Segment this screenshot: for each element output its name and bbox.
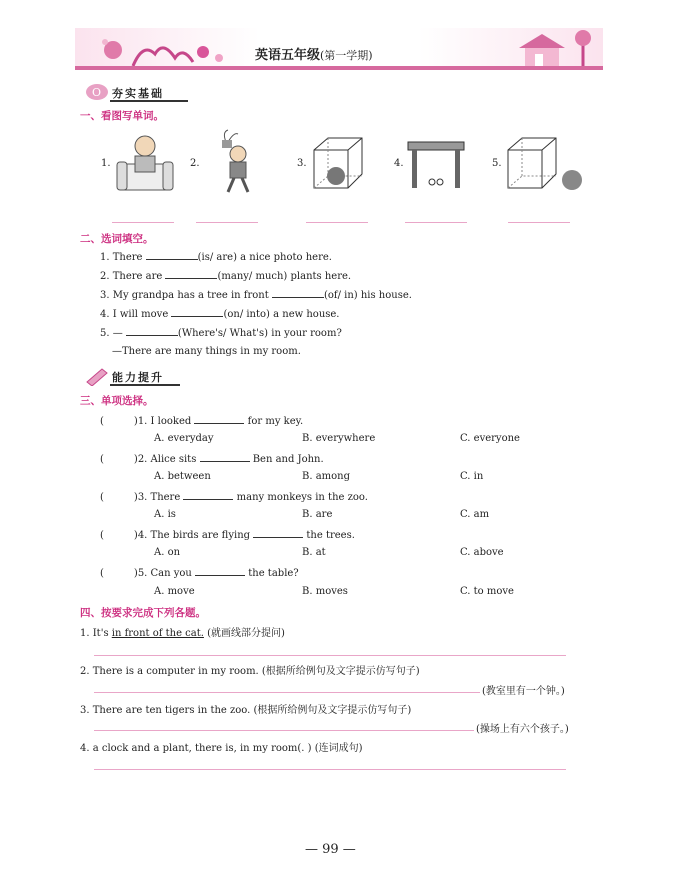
q2-line-4: 4. I will move (on/ into) a new house. [100, 309, 340, 320]
flower-decoration-icon [83, 32, 233, 68]
q3-item-1-option: C. everyone [460, 433, 520, 444]
q2-line-5: 5. — (Where's/ What's) in your room? [100, 328, 342, 339]
house-tree-decoration-icon [505, 28, 603, 68]
q3-item-2-option: A. between [154, 471, 211, 482]
q3-heading: 三、单项选择。 [80, 395, 154, 407]
section-basic-title: 夯实基础 [112, 87, 164, 100]
q3-item-5-option: A. move [154, 586, 195, 597]
page-header [75, 28, 603, 76]
q3-item-3-option: B. are [302, 509, 333, 520]
boy-walking-with-plant-icon [208, 128, 260, 196]
ball-beside-box-icon [504, 136, 586, 192]
q3-item-4-option: A. on [154, 547, 181, 558]
q3-item-4: ( )4. The birds are flying the trees. [100, 530, 355, 541]
q3-item-5-option: C. to move [460, 586, 514, 597]
section-advanced-badge [84, 366, 194, 386]
q3-item-5-option: B. moves [302, 586, 348, 597]
header-divider [75, 66, 603, 70]
q3-item-5: ( )5. Can you the table? [100, 568, 299, 579]
q2-line-3: 3. My grandpa has a tree in front (of/ in) his house. [100, 290, 412, 301]
glasses-under-table-icon [406, 136, 466, 192]
q3-item-1-option: A. everyday [154, 433, 214, 444]
q4-line-3: 3. There are ten tigers in the zoo. (根据所给例句及文字提示仿写句子) [80, 705, 412, 716]
q4-answer-line-4 [94, 769, 566, 770]
q4-answer-line-2 [94, 692, 480, 693]
q4-line-4: 4. a clock and a plant, there is, in my room(. ) (连词成句) [80, 743, 363, 754]
section-pencil-icon [84, 366, 110, 386]
q1-item-number: 3. [297, 158, 307, 169]
boy-on-sofa-icon [115, 132, 175, 194]
q1-item-number: 5. [492, 158, 502, 169]
q3-item-2: ( )2. Alice sits Ben and John. [100, 454, 324, 465]
section-advanced-title: 能力提升 [112, 371, 164, 384]
q1-heading: 一、看图写单词。 [80, 110, 164, 122]
q1-item-number: 4. [394, 158, 404, 169]
q3-item-3-option: C. am [460, 509, 490, 520]
q4-answer-line-3 [94, 730, 474, 731]
q1-item-number: 2. [190, 158, 200, 169]
q2-heading: 二、选词填空。 [80, 233, 154, 245]
q3-item-4-option: B. at [302, 547, 326, 558]
q3-item-4-option: C. above [460, 547, 504, 558]
q3-item-3-option: A. is [154, 509, 176, 520]
q2-line-1: 1. There (is/ are) a nice photo here. [100, 252, 332, 263]
q2-reply: —There are many things in my room. [112, 346, 301, 357]
page-number: — 99 — [305, 842, 356, 857]
q4-line-1: 1. It's in front of the cat. (就画线部分提问) [80, 628, 285, 639]
section-basic-badge [84, 82, 194, 102]
q3-item-1-option: B. everywhere [302, 433, 376, 444]
q1-item-number: 1. [101, 158, 111, 169]
q3-item-2-option: C. in [460, 471, 484, 482]
q4-heading: 四、按要求完成下列各题。 [80, 607, 206, 619]
q3-item-2-option: B. among [302, 471, 351, 482]
q4-line-2: 2. There is a computer in my room. (根据所给例句及文字提示仿写句子) [80, 666, 420, 677]
section-leaf-icon [84, 82, 110, 102]
header-title: 英语五年级(第一学期) [255, 48, 373, 63]
svg-text:O: O [92, 86, 102, 99]
q4-line-2-hint: (教室里有一个钟。) [482, 686, 565, 697]
q4-answer-line-1 [94, 655, 566, 656]
q4-line-3-hint: (操场上有六个孩子。) [476, 724, 569, 735]
ball-in-box-icon [310, 136, 366, 192]
q2-line-2: 2. There are (many/ much) plants here. [100, 271, 352, 282]
q3-item-3: ( )3. There many monkeys in the zoo. [100, 492, 368, 503]
q3-item-1: ( )1. I looked for my key. [100, 416, 304, 427]
